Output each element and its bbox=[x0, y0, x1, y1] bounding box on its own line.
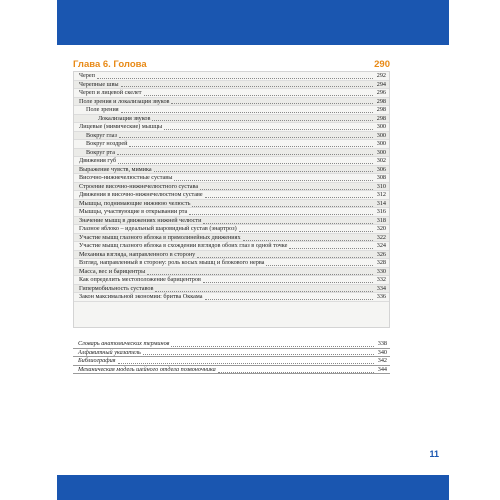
leader-dots bbox=[239, 231, 373, 232]
leader-dots bbox=[171, 103, 373, 104]
toc-entry-page: 300 bbox=[376, 140, 386, 148]
toc-entry-title: Движения в височно-нижнечелюстном суставе bbox=[79, 191, 203, 199]
leader-dots bbox=[174, 180, 373, 181]
toc-entry-title: Движения губ bbox=[79, 157, 117, 165]
toc-entry bbox=[74, 191, 389, 200]
leader-dots bbox=[118, 363, 374, 364]
toc-entry-title: Значение мышц в движениях нижней челюсти bbox=[79, 216, 202, 224]
toc-entry bbox=[74, 276, 389, 285]
leader-dots bbox=[97, 78, 373, 79]
toc-entry-title: Мышцы, участвующие в открывании рта bbox=[79, 208, 188, 216]
toc-entry-page: 296 bbox=[376, 89, 386, 97]
toc-entry bbox=[74, 242, 389, 251]
toc-entry-page: 298 bbox=[376, 114, 386, 122]
leader-dots bbox=[155, 291, 373, 292]
toc-entry-title: Вокруг глаз bbox=[86, 131, 117, 139]
chapter-title: Глава 6. Голова bbox=[73, 59, 147, 70]
toc-entry bbox=[74, 293, 389, 302]
leader-dots bbox=[121, 112, 373, 113]
toc-entry bbox=[74, 268, 389, 277]
toc-entry-page: 306 bbox=[376, 165, 386, 173]
toc-entry-page: 322 bbox=[376, 233, 386, 241]
appendix-entry bbox=[73, 349, 390, 358]
toc-entry-page: 324 bbox=[376, 242, 386, 250]
bottom-color-band bbox=[57, 475, 449, 500]
toc-entry-page: 326 bbox=[376, 250, 386, 258]
appendix-entry-title: Механическая модель шейного отдела позвоночника bbox=[78, 365, 216, 373]
toc-entry bbox=[74, 217, 389, 226]
leader-dots bbox=[129, 146, 373, 147]
leader-dots bbox=[147, 274, 373, 275]
toc-entry bbox=[74, 106, 389, 115]
toc-entry-page: 310 bbox=[376, 182, 386, 190]
toc-entry-page: 328 bbox=[376, 259, 386, 267]
leader-dots bbox=[243, 240, 373, 241]
leader-dots bbox=[205, 197, 373, 198]
toc-entry-page: 336 bbox=[376, 293, 386, 301]
appendix-entry-page: 338 bbox=[377, 340, 387, 347]
toc-entry bbox=[74, 115, 389, 124]
toc-entry-title: Локализация звуков bbox=[98, 114, 151, 122]
toc-entry-title: Поле зрения bbox=[86, 106, 119, 114]
toc-entry-page: 318 bbox=[376, 216, 386, 224]
toc-entry bbox=[74, 149, 389, 158]
toc-entry-page: 334 bbox=[376, 284, 386, 292]
toc-entry-page: 298 bbox=[376, 106, 386, 114]
toc-entry bbox=[74, 225, 389, 234]
leader-dots bbox=[164, 129, 373, 130]
leader-dots bbox=[203, 223, 373, 224]
toc-entry-page: 302 bbox=[376, 157, 386, 165]
leader-dots bbox=[192, 206, 373, 207]
toc-entry bbox=[74, 183, 389, 192]
appendix-entry-title: Библиография bbox=[78, 357, 116, 365]
toc-entry bbox=[74, 157, 389, 166]
toc-entry bbox=[74, 234, 389, 243]
toc-entry bbox=[74, 208, 389, 217]
toc-entry-title: Мышцы, поднимающие нижнюю челюсть bbox=[79, 199, 191, 207]
toc-entry-title: Глазное яблоко – идеальный шаровидный сустав (энартроз) bbox=[79, 225, 237, 233]
appendix-entry-title: Словарь анатомических терминов bbox=[78, 340, 170, 347]
appendix-entry-title: Алфавитный указатель bbox=[78, 348, 141, 356]
toc-entry-page: 330 bbox=[376, 267, 386, 275]
toc-entry-page: 320 bbox=[376, 225, 386, 233]
leader-dots bbox=[119, 137, 373, 138]
leader-dots bbox=[200, 189, 373, 190]
toc-entry bbox=[74, 251, 389, 260]
toc-entry bbox=[74, 285, 389, 294]
chapter-header bbox=[73, 59, 390, 70]
toc-entry bbox=[74, 174, 389, 183]
toc-entry bbox=[74, 200, 389, 209]
toc-entry-title: Участие мышц глазного яблока в схождении взглядов обоих глаз в одной точке bbox=[79, 242, 288, 250]
toc-entry-page: 312 bbox=[376, 191, 386, 199]
toc-entry bbox=[74, 72, 389, 81]
appendix-entry bbox=[73, 357, 390, 366]
toc-entry-title: Поле зрения и локализация звуков bbox=[79, 97, 170, 105]
page-number: 11 bbox=[429, 449, 439, 459]
toc-list bbox=[74, 72, 389, 302]
toc-entry-page: 298 bbox=[376, 97, 386, 105]
toc-entry bbox=[74, 89, 389, 98]
top-color-band bbox=[57, 0, 449, 45]
appendix-entry bbox=[73, 366, 390, 375]
toc-entry-title: Как определить местоположение барицентров bbox=[79, 276, 201, 284]
toc-entry-page: 314 bbox=[376, 199, 386, 207]
leader-dots bbox=[205, 299, 373, 300]
toc-entry-page: 332 bbox=[376, 276, 386, 284]
toc-entry bbox=[74, 98, 389, 107]
toc-entry-title: Строение височно-нижнечелюстного сустава bbox=[79, 182, 199, 190]
toc-table bbox=[73, 71, 390, 328]
toc-entry bbox=[74, 259, 389, 268]
leader-dots bbox=[203, 282, 373, 283]
toc-entry-title: Закон максимальной экономии: бритва Оккама bbox=[79, 293, 203, 301]
appendix-entry-page: 344 bbox=[377, 365, 387, 373]
chapter-page-number: 290 bbox=[374, 59, 390, 70]
leader-dots bbox=[143, 354, 374, 355]
toc-entry-title: Череп и лицевой скелет bbox=[79, 89, 142, 97]
toc-entry-page: 300 bbox=[376, 123, 386, 131]
toc-entry-title: Взгляд, направленный в сторону: роль косых мышц и блокового нерва bbox=[79, 259, 265, 267]
leader-dots bbox=[197, 257, 373, 258]
toc-entry-title: Лицевые (мимические) мышцы bbox=[79, 123, 163, 131]
toc-entry-page: 300 bbox=[376, 148, 386, 156]
leader-dots bbox=[218, 372, 374, 373]
toc-entry bbox=[74, 81, 389, 90]
toc-entry-page: 316 bbox=[376, 208, 386, 216]
appendix-entry bbox=[73, 340, 390, 349]
toc-entry bbox=[74, 140, 389, 149]
toc-entry-title: Участие мышц глазного яблока в прямолинейных движениях bbox=[79, 233, 241, 241]
toc-entry-title: Череп bbox=[79, 72, 95, 79]
toc-entry-page: 292 bbox=[376, 72, 386, 79]
leader-dots bbox=[144, 95, 374, 96]
toc-entry bbox=[74, 132, 389, 141]
leader-dots bbox=[171, 346, 374, 347]
toc-entry-title: Черепные швы bbox=[79, 80, 119, 88]
leader-dots bbox=[189, 214, 373, 215]
leader-dots bbox=[154, 171, 373, 172]
toc-entry-title: Масса, вес и барицентры bbox=[79, 267, 146, 275]
leader-dots bbox=[266, 265, 373, 266]
toc-entry-title: Вокруг ноздрей bbox=[86, 140, 128, 148]
leader-dots bbox=[117, 154, 373, 155]
toc-entry-page: 294 bbox=[376, 80, 386, 88]
appendix-list bbox=[73, 340, 390, 374]
toc-entry bbox=[74, 166, 389, 175]
toc-entry-title: Выражение чувств, мимика bbox=[79, 165, 152, 173]
toc-entry-title: Вокруг рта bbox=[86, 148, 115, 156]
leader-dots bbox=[289, 248, 373, 249]
toc-entry bbox=[74, 123, 389, 132]
leader-dots bbox=[152, 120, 373, 121]
toc-entry-title: Гипермобильность суставов bbox=[79, 284, 154, 292]
leader-dots bbox=[118, 163, 373, 164]
toc-entry-page: 308 bbox=[376, 174, 386, 182]
toc-entry-title: Височно-нижнечелюстные суставы bbox=[79, 174, 173, 182]
toc-entry-page: 300 bbox=[376, 131, 386, 139]
appendix-entry-page: 340 bbox=[377, 348, 387, 356]
appendix-entry-page: 342 bbox=[377, 357, 387, 365]
toc-entry-title: Механика взгляда, направленного в сторону bbox=[79, 250, 196, 258]
leader-dots bbox=[121, 86, 373, 87]
